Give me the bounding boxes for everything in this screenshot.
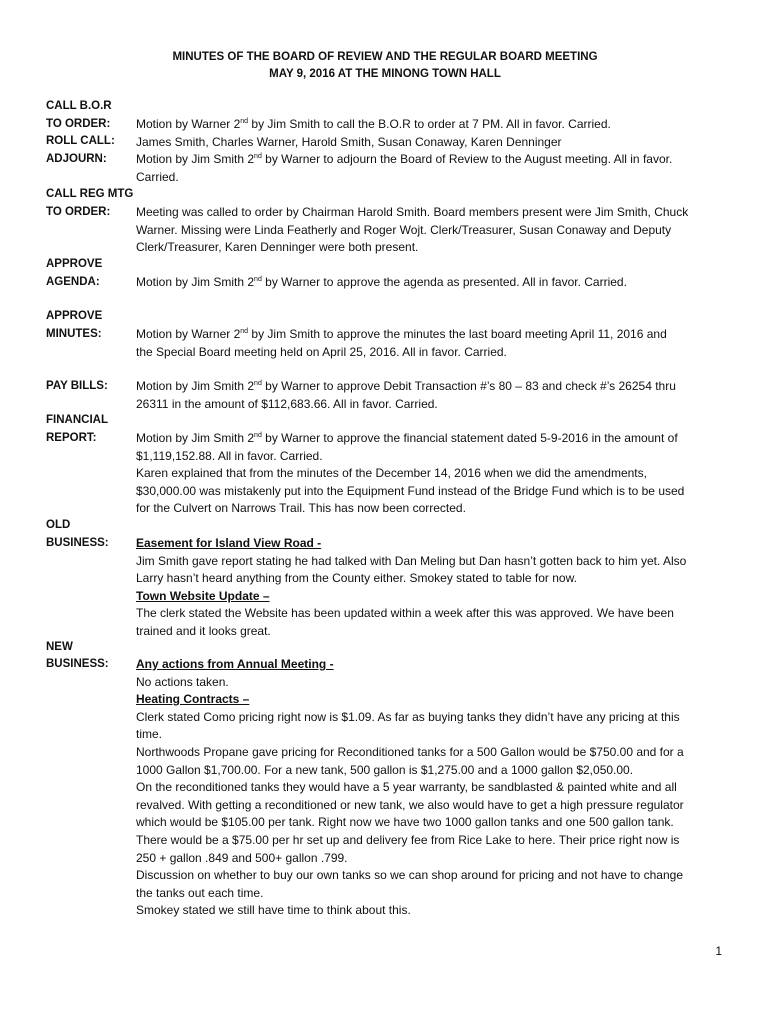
label-adjourn: ADJOURN: <box>46 153 107 165</box>
financial-motion: Motion by Jim Smith 2nd by Warner to approve the financial statement dated 5-9-2016 in the amount of <box>136 431 678 445</box>
text-line: which would be $105.00 per tank. Right now we have two 1000 gallon tanks and one 500 gallon tank. <box>136 815 674 830</box>
heading-annual-meeting: Any actions from Annual Meeting - <box>136 657 334 671</box>
page-number: 1 <box>715 944 722 958</box>
text-line: 1000 Gallon $1,700.00. For a new tank, 500 gallon is $1,275.00 and a 1000 gallon $2,050.00. <box>136 762 634 777</box>
heading-easement: Easement for Island View Road - <box>136 536 322 550</box>
text-line: On the reconditioned tanks they would have a 5 year warranty, be sandblasted & painted white and all <box>136 780 677 795</box>
label-to-order-2: TO ORDER: <box>46 206 111 218</box>
text-line: Karen explained that from the minutes of the December 14, 2016 when we did the amendments, <box>136 466 647 481</box>
label-financial: FINANCIAL <box>46 414 108 426</box>
section-pay-bills <box>136 378 736 413</box>
label-business: BUSINESS: <box>46 537 109 549</box>
agenda-motion: Motion by Jim Smith 2nd by Warner to approve the agenda as presented. All in favor. Carried. <box>136 275 627 289</box>
label-to-order: TO ORDER: <box>46 118 111 130</box>
label-old: OLD <box>46 519 71 531</box>
text-line: the tanks out each time. <box>136 885 264 900</box>
heading-heating-contracts: Heating Contracts – <box>136 692 250 707</box>
label-call-reg-mtg: CALL REG MTG <box>46 188 134 200</box>
text-line: trained and it looks great. <box>136 623 271 638</box>
text-line: The clerk stated the Website has been updated within a week after this was approved. We have been <box>136 606 674 621</box>
section-bor <box>136 116 736 186</box>
section-minutes <box>136 326 736 361</box>
label-business-2: BUSINESS: <box>46 658 109 670</box>
text-line: There would be a $75.00 per hr set up and delivery fee from Rice Lake to here. Their price right now is <box>136 832 680 847</box>
text-line: $1,119,152.88. All in favor. Carried. <box>136 448 323 463</box>
section-old-business <box>136 535 736 641</box>
text-line: 250 + gallon .849 and 500+ gallon .799. <box>136 850 348 865</box>
text-line: Larry hasn’t heard anything from the County either. Smokey stated to table for now. <box>136 571 577 586</box>
section-agenda <box>136 274 736 292</box>
label-new: NEW <box>46 641 73 653</box>
text-line: Clerk/Treasurer, Karen Denninger were both present. <box>136 240 419 255</box>
text-line: Northwoods Propane gave pricing for Reconditioned tanks for a 500 Gallon would be $750.00 and for a <box>136 744 684 759</box>
text-line: Meeting was called to order by Chairman Harold Smith. Board members present were Jim Smith, Chuck <box>136 205 689 219</box>
text-line: the Special Board meeting held on April 25, 2016. All in favor. Carried. <box>136 344 507 359</box>
adjourn-motion: Motion by Jim Smith 2nd by Warner to adjourn the Board of Review to the August meeting. All in favor. <box>136 152 673 167</box>
label-minutes: MINUTES: <box>46 328 102 340</box>
adjourn-carried: Carried. <box>136 169 179 184</box>
roll-call-members: James Smith, Charles Warner, Harold Smith, Susan Conaway, Karen Denninger <box>136 134 562 149</box>
title-line-2: MAY 9, 2016 AT THE MINONG TOWN HALL <box>269 68 501 80</box>
section-regular-meeting <box>136 204 736 257</box>
minutes-motion: Motion by Warner 2nd by Jim Smith to approve the minutes the last board meeting April 11, 2016 and <box>136 327 667 341</box>
text-line: time. <box>136 727 163 742</box>
label-report: REPORT: <box>46 432 97 444</box>
heading-website-update: Town Website Update – <box>136 588 270 603</box>
text-line: Discussion on whether to buy our own tanks so we can shop around for pricing and not have to change <box>136 868 684 883</box>
text-line: revalved. With getting a reconditioned or new tank, we also would have to get a high pressure regulator <box>136 797 684 812</box>
text-line: Smokey stated we still have time to think about this. <box>136 903 411 918</box>
label-call-bor: CALL B.O.R <box>46 100 112 112</box>
label-pay-bills: PAY BILLS: <box>46 380 108 392</box>
text-line: for the Culvert on Narrows Trail. This has now been corrected. <box>136 501 466 516</box>
pay-bills-motion: Motion by Jim Smith 2nd by Warner to approve Debit Transaction #’s 80 – 83 and check #’s 26254 thru <box>136 379 676 393</box>
label-agenda: AGENDA: <box>46 276 100 288</box>
text-line: 26311 in the amount of $112,683.66. All in favor. Carried. <box>136 396 438 411</box>
label-approve: APPROVE <box>46 258 103 270</box>
section-new-business <box>136 656 736 920</box>
document-title <box>0 49 770 83</box>
text-line: Clerk stated Como pricing right now is $1.09. As far as buying tanks they didn’t have any pricing at this <box>136 709 680 724</box>
label-roll-call: ROLL CALL: <box>46 135 115 147</box>
text-line: No actions taken. <box>136 674 229 689</box>
label-approve-2: APPROVE <box>46 310 103 322</box>
text-line: $30,000.00 was mistakenly put into the Equipment Fund instead of the Bridge Fund which is to be used <box>136 483 685 498</box>
text-line: Warner. Missing were Linda Featherly and Roger Wojt. Clerk/Treasurer, Susan Conaway and Deputy <box>136 222 672 237</box>
text-line: Jim Smith gave report stating he had talked with Dan Meling but Dan hasn’t gotten back to him yet. Also <box>136 553 687 568</box>
section-financial-report <box>136 430 736 518</box>
title-line-1: MINUTES OF THE BOARD OF REVIEW AND THE REGULAR BOARD MEETING <box>172 51 598 63</box>
bor-motion: Motion by Warner 2nd by Jim Smith to call the B.O.R to order at 7 PM. All in favor. Carried. <box>136 117 611 131</box>
